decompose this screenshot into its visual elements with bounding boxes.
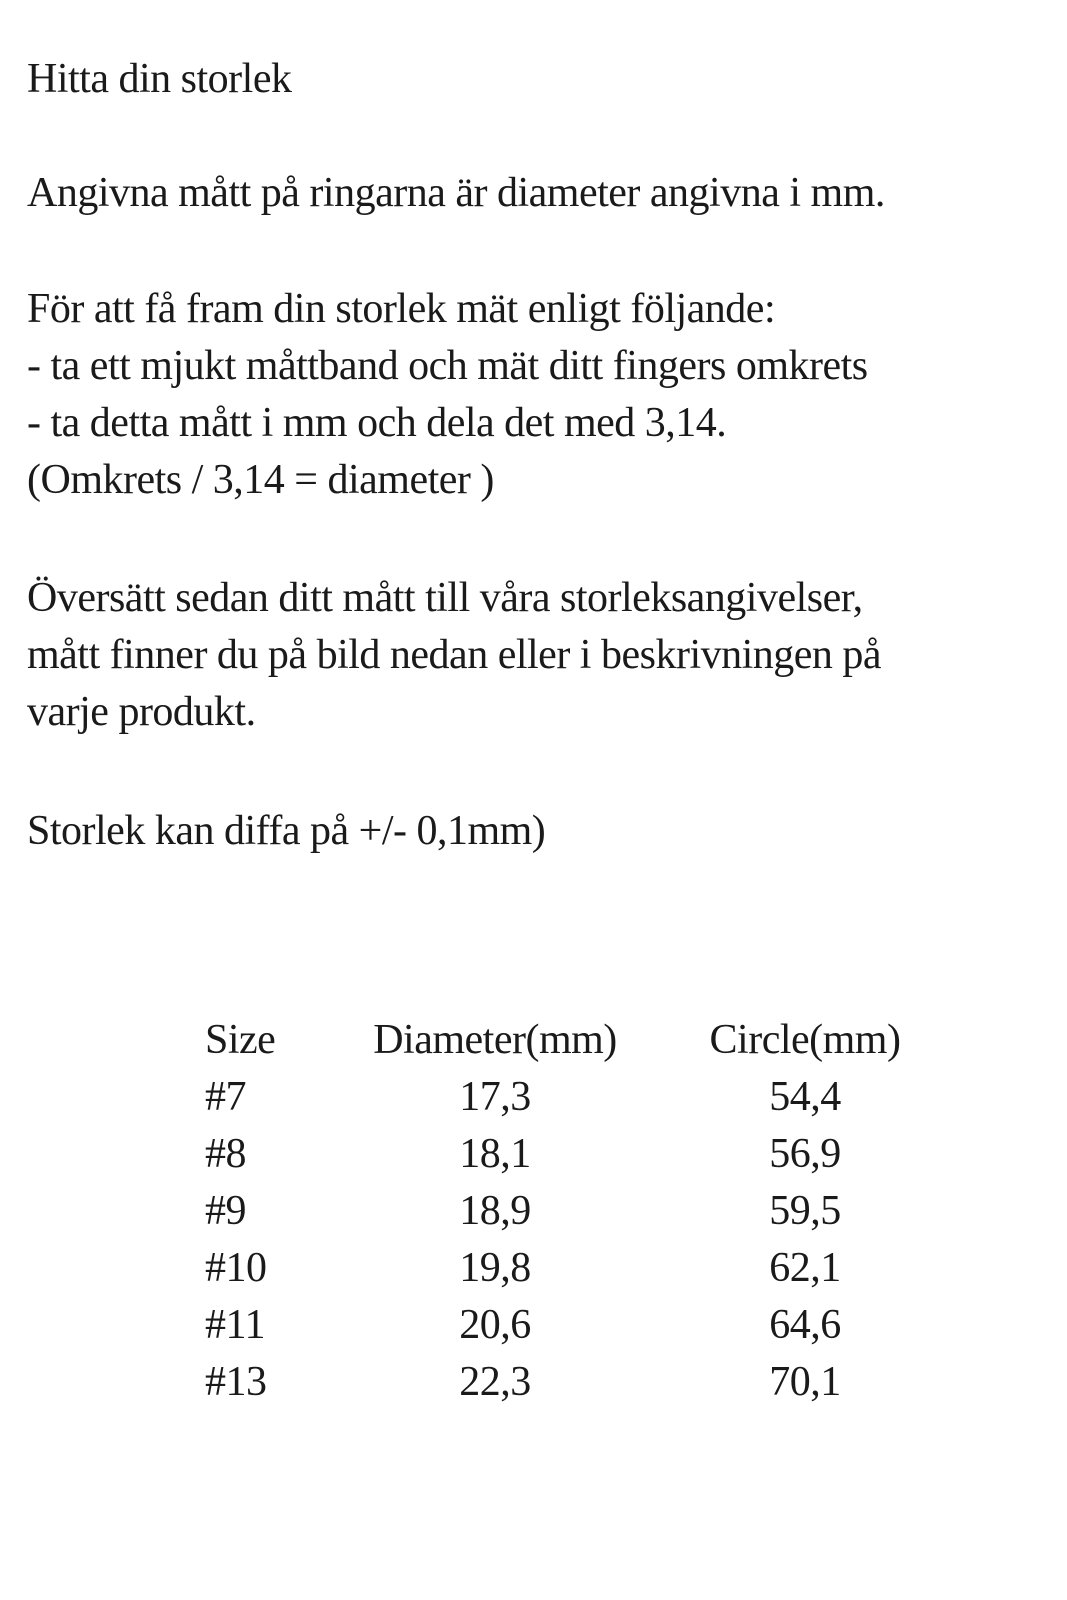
translate-line-2: mått finner du på bild nedan eller i beskrivningen på — [27, 632, 882, 678]
cell-diameter: 20,6 — [459, 1302, 531, 1348]
translate-note — [27, 570, 1047, 741]
table-header-row — [205, 1012, 920, 1069]
cell-size: #7 — [205, 1074, 246, 1120]
translate-line-3: varje produkt. — [27, 689, 256, 735]
page-title: Hitta din storlek — [27, 56, 292, 102]
instruction-line-2: - ta ett mjukt måttband och mät ditt fingers omkrets — [27, 343, 868, 389]
cell-size: #10 — [205, 1245, 267, 1291]
col-header-circle: Circle(mm) — [709, 1017, 901, 1063]
col-header-diameter: Diameter(mm) — [373, 1017, 617, 1063]
instruction-line-3: - ta detta mått i mm och dela det med 3,14. — [27, 400, 727, 446]
cell-circle: 62,1 — [769, 1245, 841, 1291]
cell-diameter: 18,1 — [459, 1131, 531, 1177]
table-row — [205, 1240, 920, 1297]
instruction-line-4: (Omkrets / 3,14 = diameter ) — [27, 457, 494, 503]
cell-circle: 70,1 — [769, 1359, 841, 1405]
cell-size: #11 — [205, 1302, 265, 1348]
cell-diameter: 19,8 — [459, 1245, 531, 1291]
cell-circle: 59,5 — [769, 1188, 841, 1234]
cell-circle: 64,6 — [769, 1302, 841, 1348]
table-row — [205, 1354, 920, 1411]
intro-text: Angivna mått på ringarna är diameter angivna i mm. — [27, 170, 885, 216]
instruction-line-1: För att få fram din storlek mät enligt följande: — [27, 286, 776, 332]
col-header-size: Size — [205, 1017, 276, 1063]
cell-size: #8 — [205, 1131, 246, 1177]
cell-circle: 54,4 — [769, 1074, 841, 1120]
cell-diameter: 17,3 — [459, 1074, 531, 1120]
cell-circle: 56,9 — [769, 1131, 841, 1177]
size-table — [205, 1012, 920, 1411]
cell-size: #13 — [205, 1359, 267, 1405]
cell-diameter: 22,3 — [459, 1359, 531, 1405]
measuring-instructions — [27, 281, 1047, 509]
table-row — [205, 1069, 920, 1126]
table-row — [205, 1126, 920, 1183]
cell-size: #9 — [205, 1188, 246, 1234]
table-row — [205, 1183, 920, 1240]
translate-line-1: Översätt sedan ditt mått till våra storleksangivelser, — [27, 575, 863, 621]
tolerance-note: Storlek kan diffa på +/- 0,1mm) — [27, 808, 546, 854]
table-row — [205, 1297, 920, 1354]
cell-diameter: 18,9 — [459, 1188, 531, 1234]
